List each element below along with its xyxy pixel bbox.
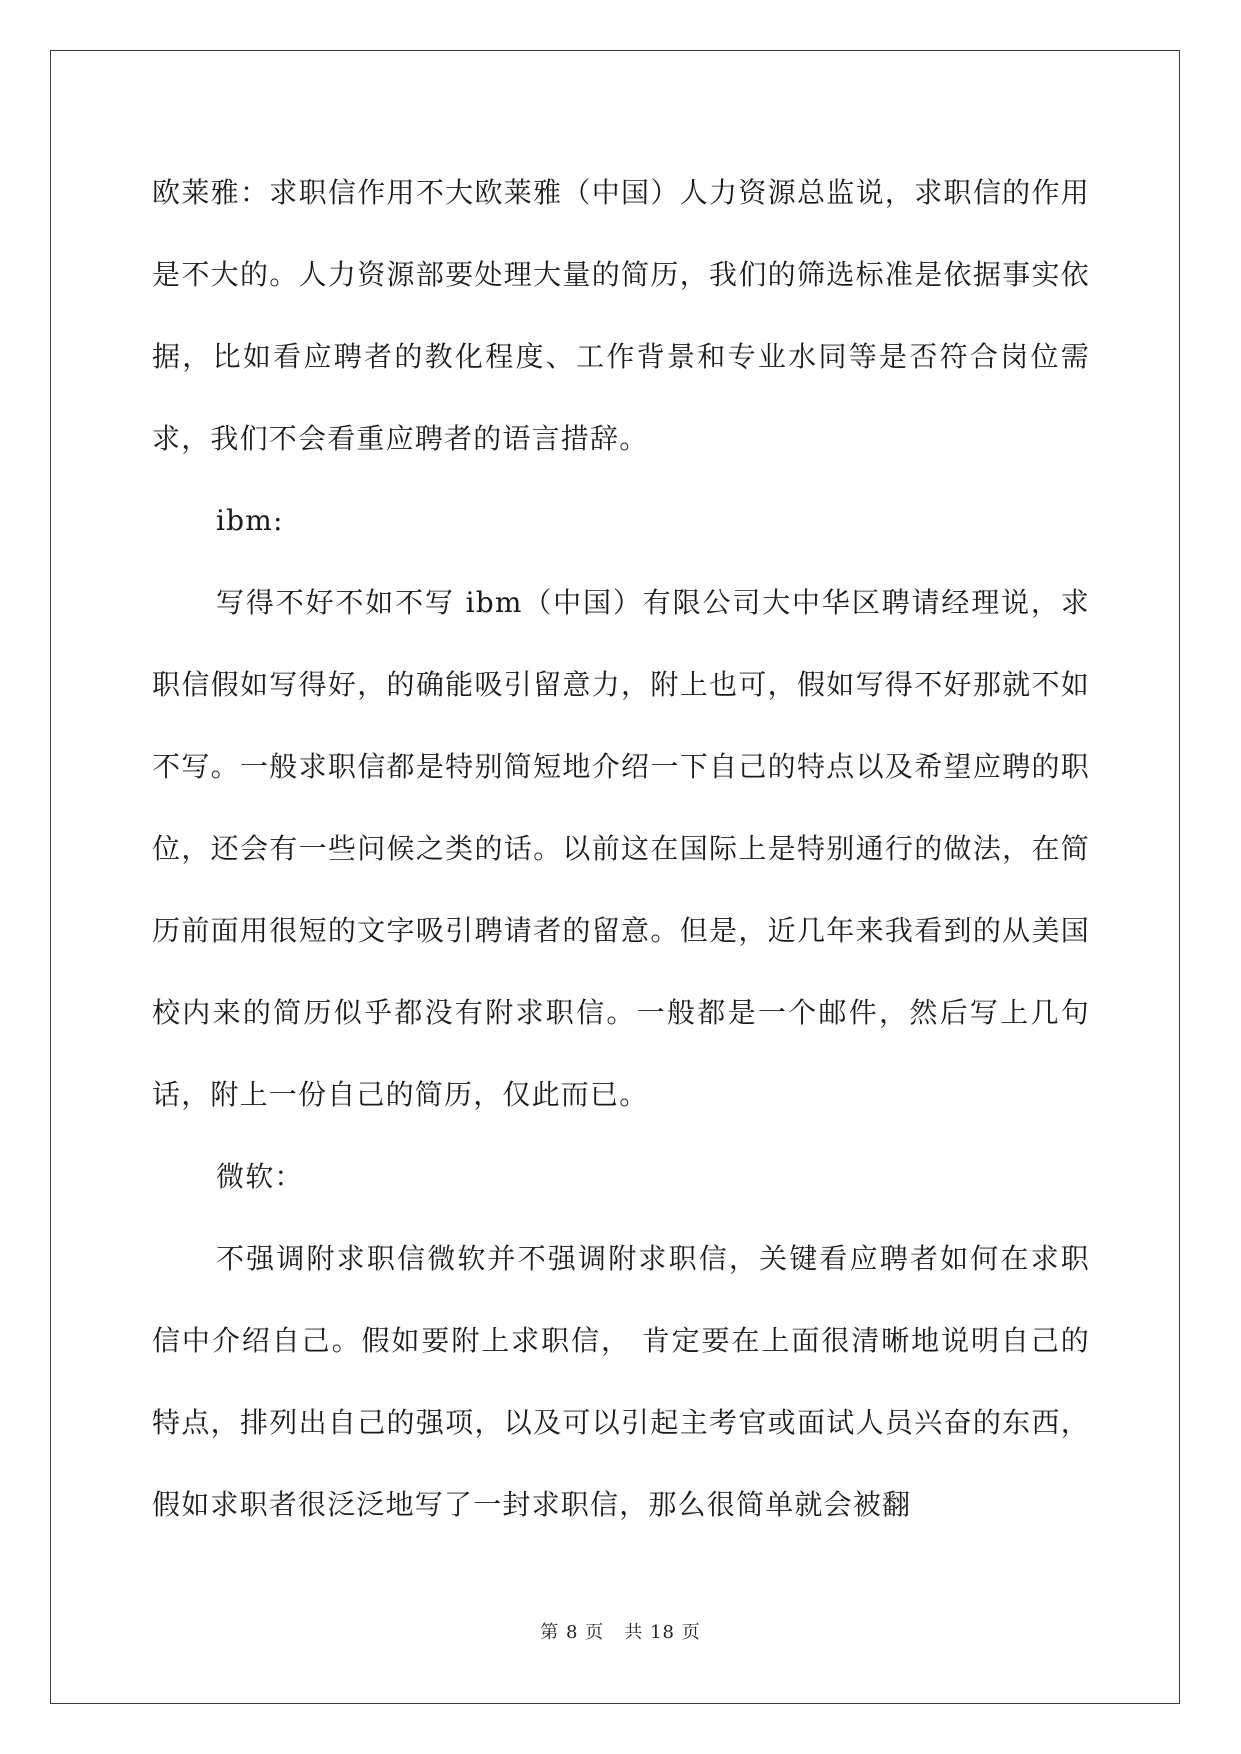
page-total: 共 18 页 bbox=[624, 1622, 701, 1643]
heading-ibm: ibm: bbox=[216, 504, 284, 537]
paragraph-microsoft: 不强调附求职信微软并不强调附求职信，关键看应聘者如何在求职信中介绍自己。假如要附上求职信， 肯定要在上面很清晰地说明自己的特点，排列出自己的强项，以及可以引起主考官或面试人员兴奋的东西，假如求职者很泛泛地写了一封求职信，那么很简单就会被翻 bbox=[152, 1242, 1090, 1521]
paragraph-loreal: 欧莱雅：求职信作用不大欧莱雅（中国）人力资源总监说，求职信的作用是不大的。人力资源部要处理大量的简历，我们的筛选标准是依据事实依据，比如看应聘者的教化程度、工作背景和专业水同等是否符合岗位需求，我们不会看重应聘者的语言措辞。 bbox=[152, 176, 1090, 455]
document-body bbox=[152, 152, 1090, 1546]
paragraph-ibm: 写得不好不如不写 ibm（中国）有限公司大中华区聘请经理说，求职信假如写得好，的确能吸引留意力，附上也可，假如写得不好那就不如不写。一般求职信都是特别简短地介绍一下自己的特点以及希望应聘的职位，还会有一些问候之类的话。以前这在国际上是特别通行的做法，在简历前面用很短的文字吸引聘请者的留意。但是，近几年来我看到的从美国校内来的简历似乎都没有附求职信。一般都是一个邮件，然后写上几句话，附上一份自己的简历，仅此而已。 bbox=[152, 586, 1090, 1111]
heading-microsoft: 微软： bbox=[216, 1160, 304, 1193]
page-footer bbox=[0, 1618, 1241, 1644]
page-number: 第 8 页 bbox=[540, 1622, 605, 1643]
